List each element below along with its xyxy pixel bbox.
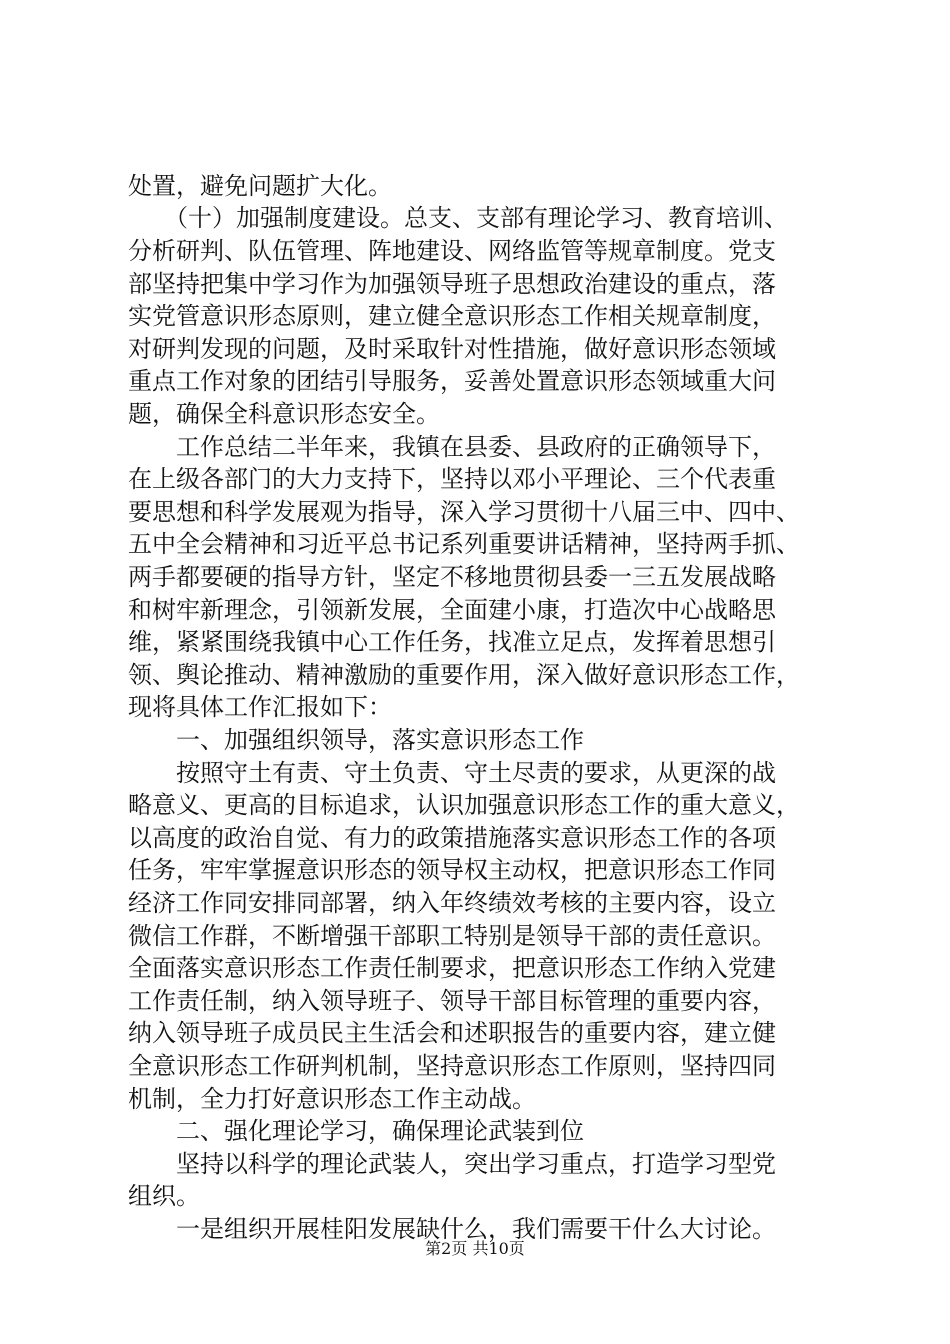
text-line: 要思想和科学发展观为指导，深入学习贯彻十八届三中、四中、 [128, 498, 800, 526]
text-line: 现将具体工作汇报如下： [128, 693, 392, 721]
text-line: 工作总结二半年来，我镇在县委、县政府的正确领导下， [128, 433, 776, 461]
text-line: （十）加强制度建设。总支、支部有理论学习、教育培训、 [128, 204, 788, 232]
text-line: 部坚持把集中学习作为加强领导班子思想政治建设的重点，落 [128, 270, 776, 298]
text-line: 组织。 [128, 1182, 200, 1210]
text-line: 以高度的政治自觉、有力的政策措施落实意识形态工作的各项 [128, 824, 776, 852]
text-line: 分析研判、队伍管理、阵地建设、网络监管等规章制度。党支 [128, 237, 776, 265]
text-line: 处置，避免问题扩大化。 [128, 172, 392, 200]
text-line: 坚持以科学的理论武装人，突出学习重点，打造学习型党 [128, 1150, 776, 1178]
text-line: 按照守土有责、守土负责、守土尽责的要求，从更深的战 [128, 759, 776, 787]
text-line: 一是组织开展桂阳发展缺什么，我们需要干什么大讨论。 [128, 1215, 776, 1243]
text-line: 两手都要硬的指导方针，坚定不移地贯彻县委一三五发展战略 [128, 563, 776, 591]
text-line: 略意义、更高的目标追求，认识加强意识形态工作的重大意义， [128, 791, 800, 819]
text-line: 经济工作同安排同部署，纳入年终绩效考核的主要内容，设立 [128, 889, 776, 917]
section-heading: 一、加强组织领导，落实意识形态工作 [128, 726, 584, 754]
text-line: 和树牢新理念，引领新发展，全面建小康，打造次中心战略思 [128, 596, 776, 624]
text-line: 纳入领导班子成员民主生活会和述职报告的重要内容，建立健 [128, 1019, 776, 1047]
text-line: 维，紧紧围绕我镇中心工作任务，找准立足点，发挥着思想引 [128, 628, 776, 656]
text-line: 五中全会精神和习近平总书记系列重要讲话精神，坚持两手抓、 [128, 530, 800, 558]
page-footer: 第2页 共10页 [425, 1239, 525, 1258]
text-line: 实党管意识形态原则，建立健全意识形态工作相关规章制度， [128, 302, 776, 330]
text-line: 机制，全力打好意识形态工作主动战。 [128, 1085, 536, 1113]
text-line: 在上级各部门的大力支持下，坚持以邓小平理论、三个代表重 [128, 465, 776, 493]
text-line: 全意识形态工作研判机制，坚持意识形态工作原则，坚持四同 [128, 1052, 776, 1080]
text-line: 工作责任制，纳入领导班子、领导干部目标管理的重要内容， [128, 987, 776, 1015]
text-line: 领、舆论推动、精神激励的重要作用，深入做好意识形态工作， [128, 661, 800, 689]
text-line: 任务，牢牢掌握意识形态的领导权主动权，把意识形态工作同 [128, 856, 776, 884]
text-line: 全面落实意识形态工作责任制要求，把意识形态工作纳入党建 [128, 954, 776, 982]
text-line: 微信工作群，不断增强干部职工特别是领导干部的责任意识。 [128, 922, 776, 950]
text-line: 题，确保全科意识形态安全。 [128, 400, 440, 428]
text-line: 重点工作对象的团结引导服务，妥善处置意识形态领域重大问 [128, 367, 776, 395]
text-line: 对研判发现的问题，及时采取针对性措施，做好意识形态领域 [128, 335, 776, 363]
section-heading: 二、强化理论学习，确保理论武装到位 [128, 1117, 584, 1145]
